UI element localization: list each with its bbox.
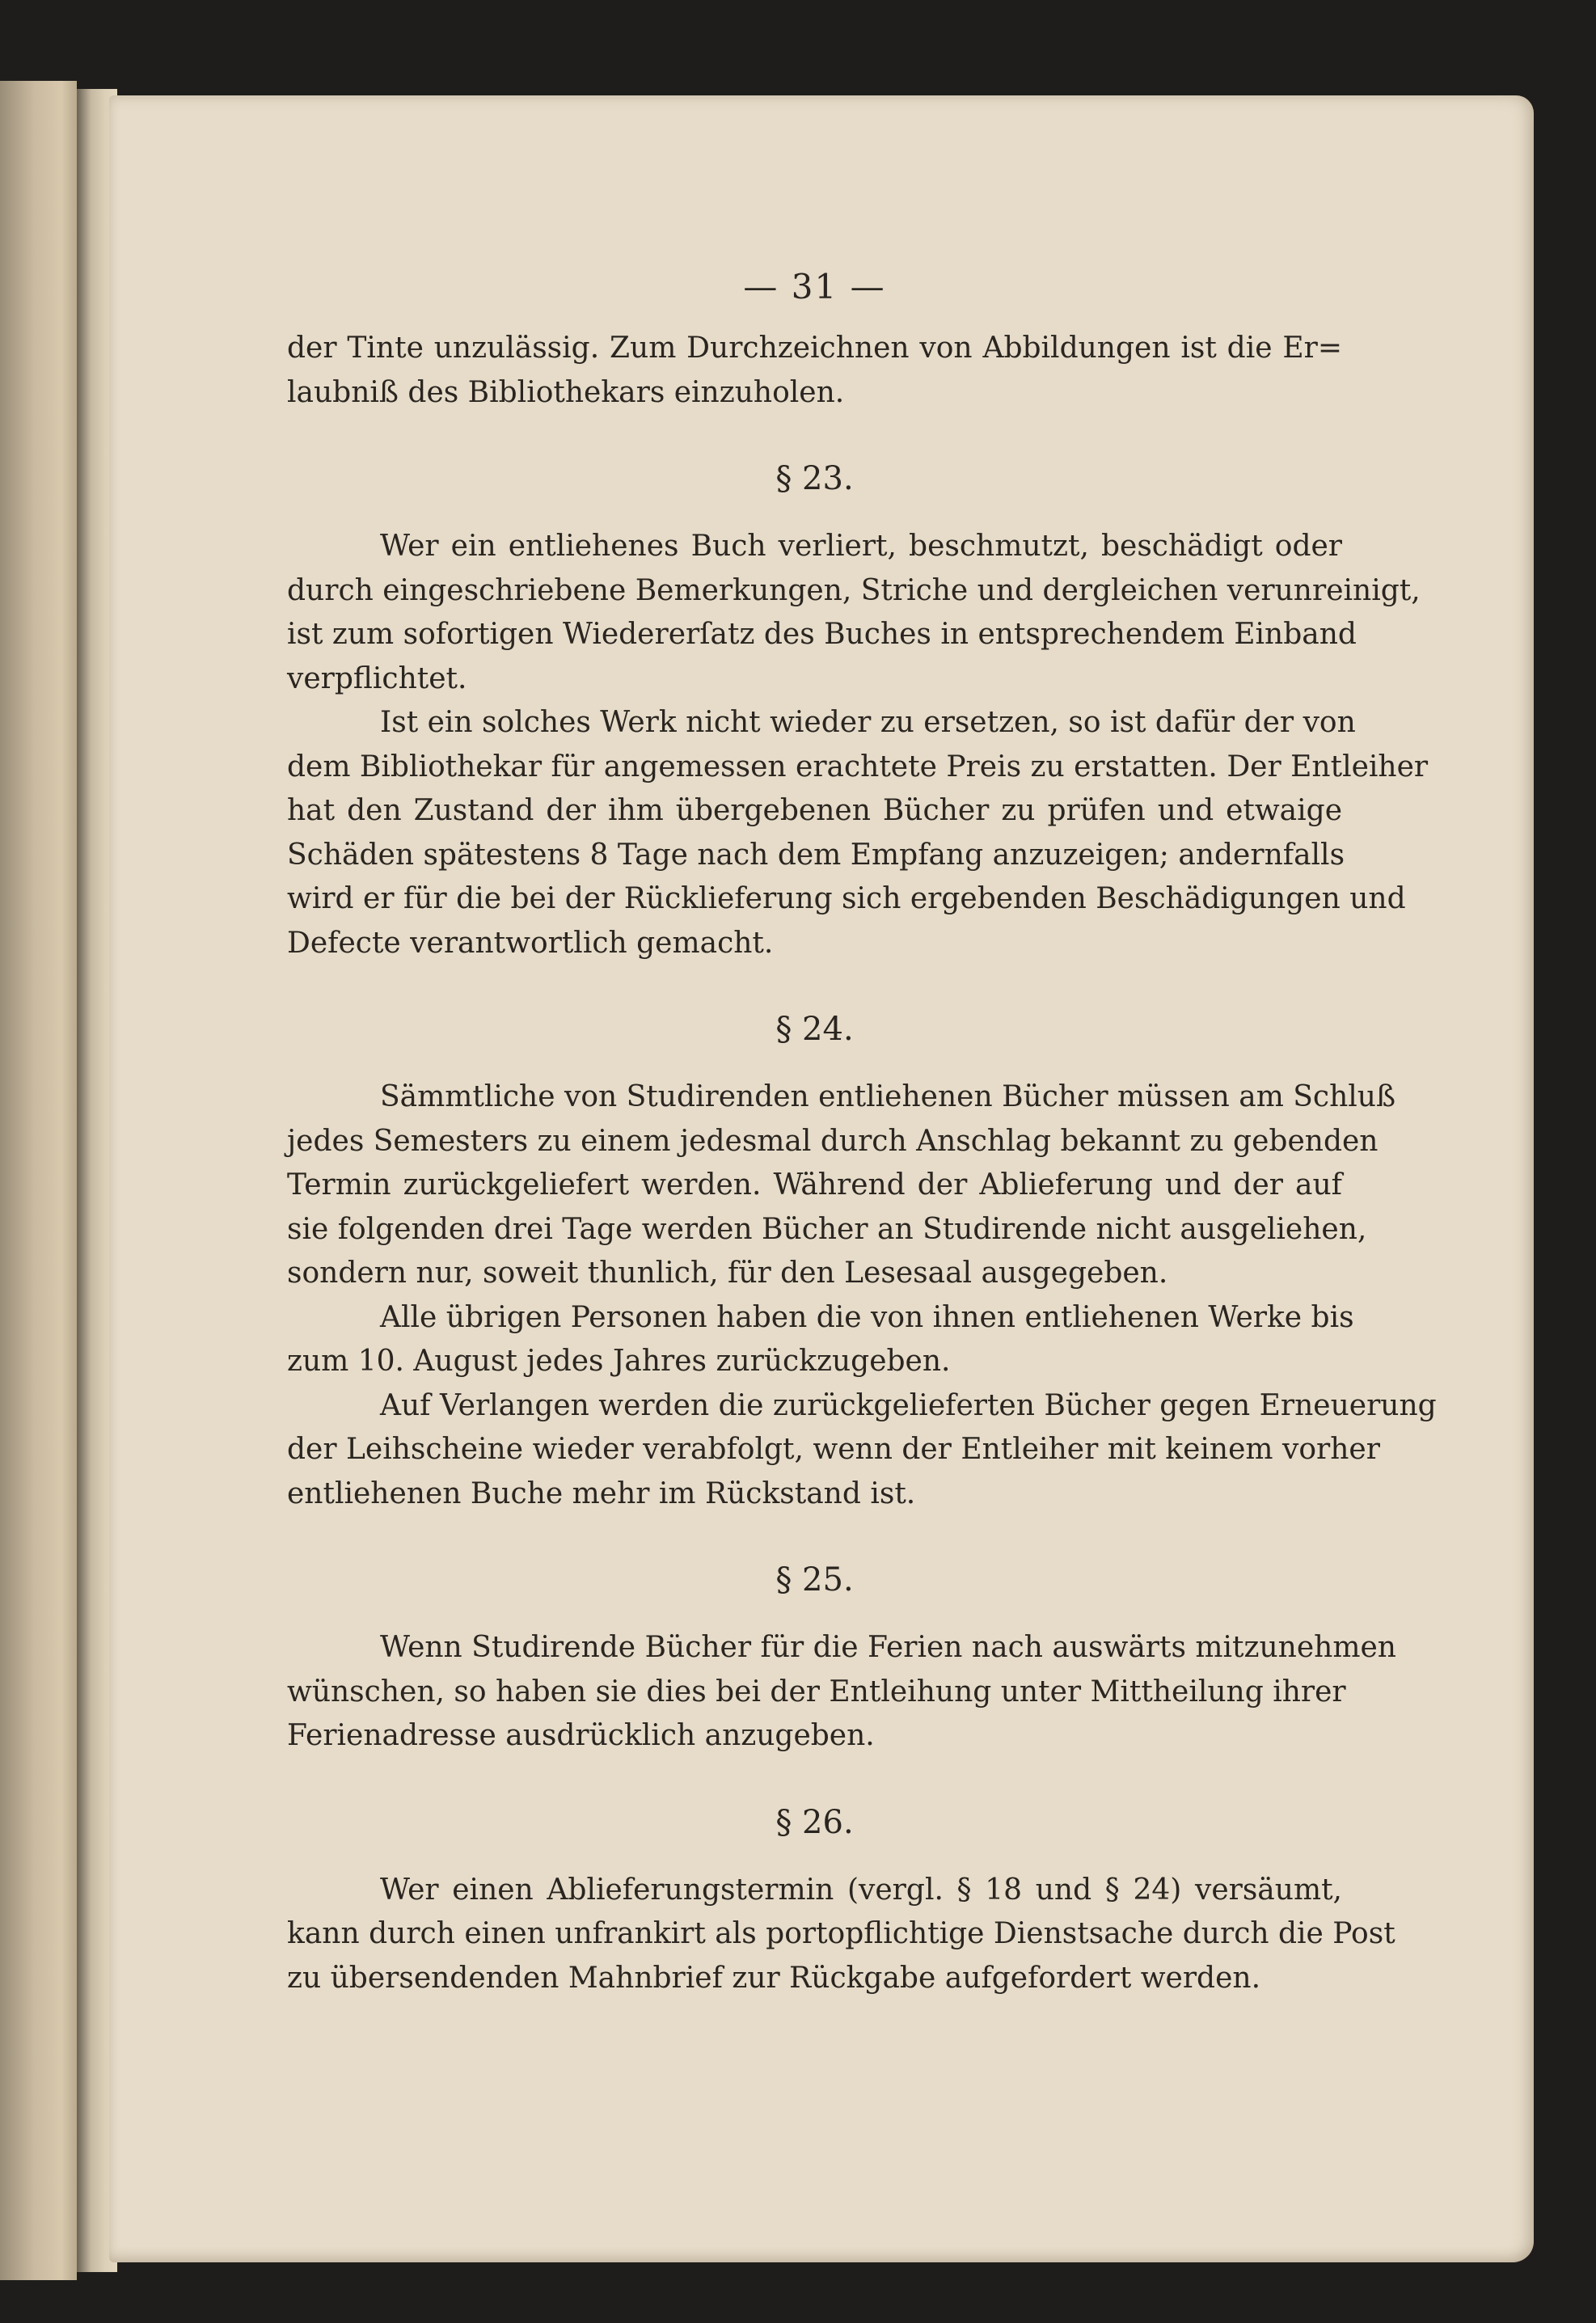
text-line: entliehenen Buche mehr im Rückstand ist. [287, 1476, 916, 1510]
text-line: jedes Semesters zu einem jedesmal durch Anschlag bekannt zu gebenden [287, 1124, 1379, 1158]
text-line: Sämmtliche von Studirenden entliehenen Bücher müssen am Schluß [380, 1080, 1396, 1113]
text-line: ist zum sofortigen Wiedererſatz des Buches in entsprechendem Einband [287, 618, 1357, 651]
text-line: Schäden spätestens 8 Tage nach dem Empfang anzuzeigen; andernfalls [287, 838, 1345, 872]
paragraph [287, 1384, 1437, 1517]
continuation-paragraph [287, 327, 1342, 415]
text-line: Ist ein solches Werk nicht wieder zu ersetzen, so ist dafür der von [380, 706, 1356, 739]
text-line: wünschen, so haben sie dies bei der Entleihung unter Mittheilung ihrer [287, 1675, 1346, 1708]
text-line: zum 10. August jedes Jahres zurückzugeben. [287, 1345, 951, 1378]
text-line: sie folgenden drei Tage werden Bücher an Studirende nicht ausgeliehen, [287, 1212, 1367, 1246]
section-heading-25: § 25. [775, 1561, 854, 1599]
text-line: der Tinte unzulässig. Zum Durchzeichnen von Abbildungen ist die Er= [287, 332, 1342, 365]
paragraph [287, 1075, 1396, 1296]
text-line: durch eingeschriebene Bemerkungen, Striche und dergleichen verunreinigt, [287, 573, 1421, 607]
text-line: hat den Zustand der ihm übergebenen Bücher zu prüfen und etwaige [287, 794, 1342, 827]
text-line: Termin zurückgeliefert werden. Während der Ablieferung und der auf [287, 1168, 1342, 1202]
text-line: Wer einen Ablieferungstermin (vergl. § 18 und § 24) versäumt, [380, 1873, 1342, 1907]
text-line: Wenn Studirende Bücher für die Ferien nach auswärts mitzunehmen [380, 1631, 1396, 1664]
section-heading-23: § 23. [775, 460, 854, 497]
text-line: der Leihscheine wieder verabfolgt, wenn der Entleiher mit keinem vorher [287, 1433, 1380, 1466]
page-text [287, 267, 1437, 2000]
previous-page-edge [0, 81, 77, 2280]
text-line: laubniß des Bibliothekars einzuholen. [287, 375, 845, 409]
section-heading-26: § 26. [775, 1803, 854, 1841]
paragraph [287, 525, 1421, 701]
paragraph [287, 1296, 1354, 1384]
text-line: zu übersendenden Mahnbrief zur Rückgabe aufgefordert werden. [287, 1961, 1261, 1995]
text-line: Alle übrigen Personen haben die von ihnen entliehenen Werke bis [380, 1300, 1354, 1334]
paragraph [287, 1626, 1396, 1759]
text-line: Ferienadresse ausdrücklich anzugeben. [287, 1719, 875, 1752]
text-line: dem Bibliothekar für angemessen erachtete Preis zu erstatten. Der Entleiher [287, 750, 1429, 783]
section-heading-24: § 24. [775, 1011, 854, 1048]
text-line: kann durch einen unfrankirt als portopflichtige Dienstsache durch die Post [287, 1917, 1395, 1950]
text-line: verpflichtet. [287, 661, 467, 695]
text-line: Auf Verlangen werden die zurückgelieferten Bücher gegen Erneuerung [380, 1388, 1437, 1422]
paragraph [287, 1869, 1395, 2001]
text-line: Wer ein entliehenes Buch verliert, beschmutzt, beschädigt oder [380, 530, 1342, 563]
text-line: sondern nur, soweit thunlich, für den Lesesaal ausgegeben. [287, 1257, 1168, 1290]
paragraph [287, 701, 1429, 965]
text-line: wird er für die bei der Rücklieferung sich ergebenden Beschädigungen und [287, 882, 1406, 915]
page-number: — 31 — [743, 267, 886, 306]
text-line: Defecte verantwortlich gemacht. [287, 926, 774, 960]
